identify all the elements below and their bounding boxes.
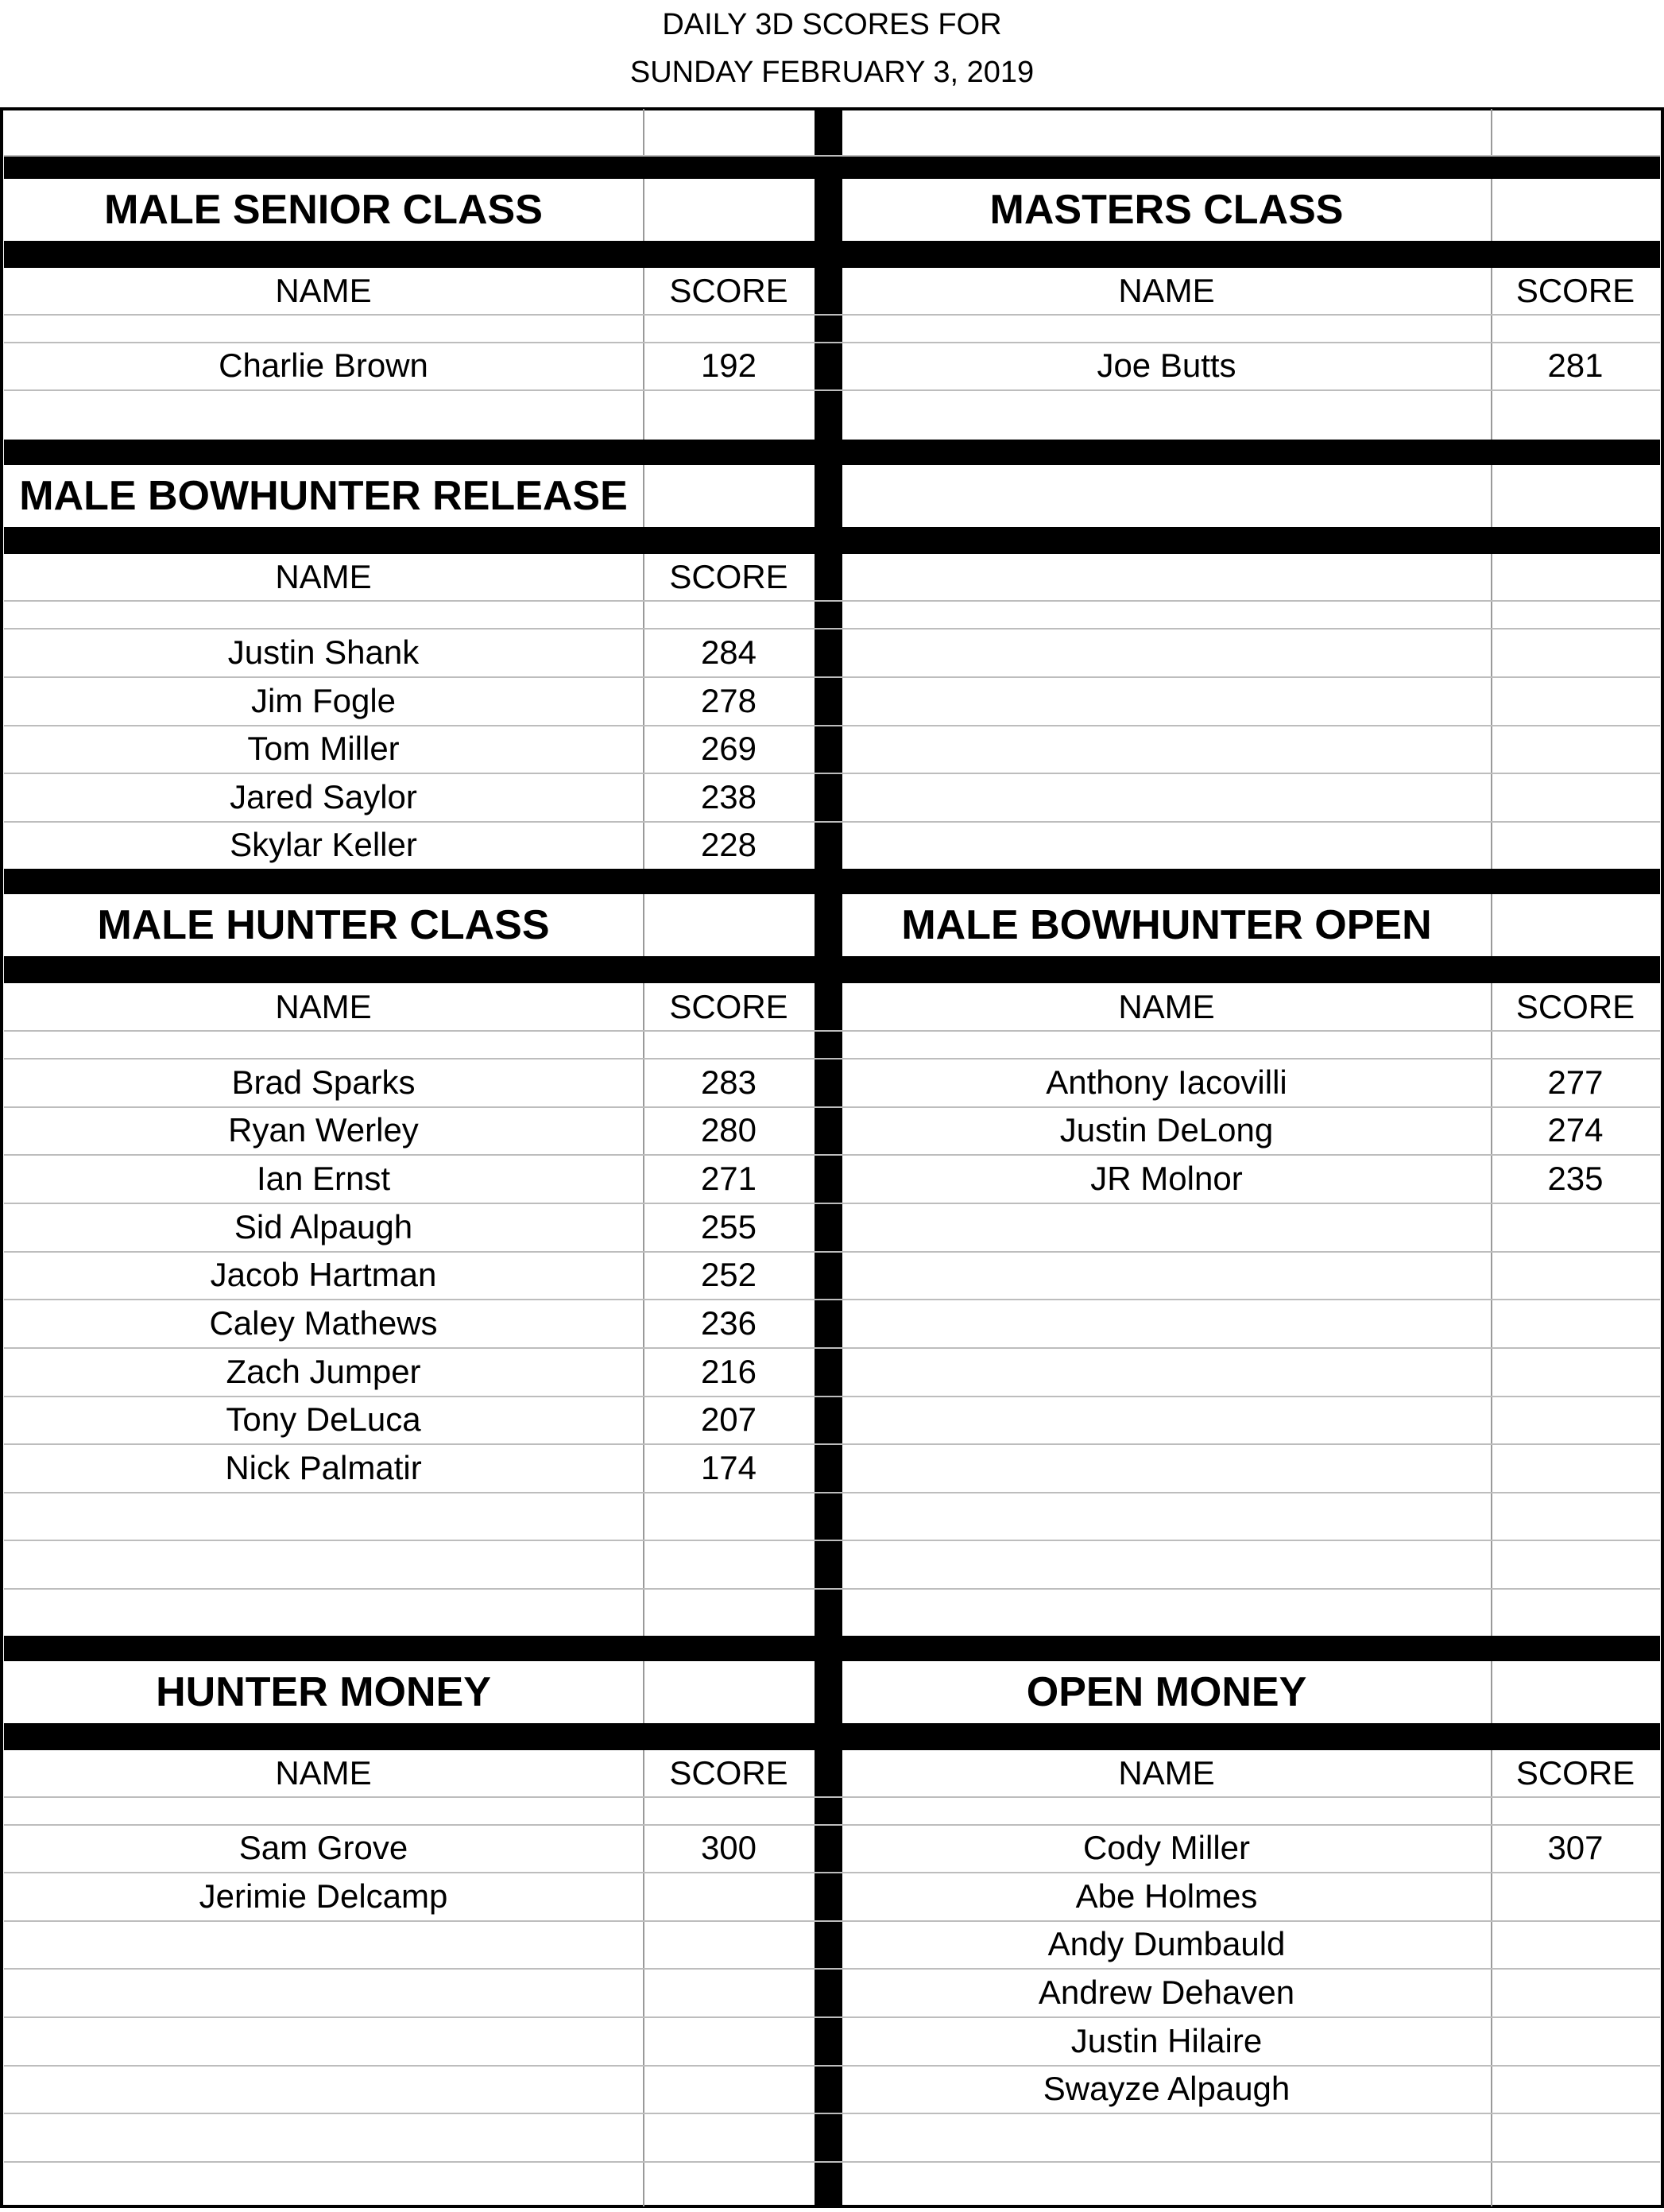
name-column-header: NAME	[1118, 987, 1215, 1025]
competitor-name: Andrew Dehaven	[1038, 1973, 1295, 2011]
competitor-score: 269	[700, 730, 757, 767]
competitor-name: Caley Mathews	[209, 1304, 438, 1342]
competitor-name: Justin Hilaire	[1070, 2021, 1263, 2059]
grid-line	[4, 600, 1660, 602]
section-divider-band	[4, 869, 1660, 894]
competitor-score: 174	[700, 1448, 757, 1486]
competitor-name: Ian Ernst	[256, 1159, 391, 1197]
competitor-score: 277	[1547, 1063, 1604, 1101]
competitor-score: 228	[700, 826, 757, 863]
section-title-male-hunter: MALE HUNTER CLASS	[97, 902, 550, 948]
competitor-name: JR Molnor	[1090, 1159, 1243, 1197]
competitor-name: Skylar Keller	[230, 826, 417, 863]
competitor-name: Justin Shank	[227, 633, 420, 671]
competitor-name: Ryan Werley	[228, 1111, 419, 1149]
competitor-name: Nick Palmatir	[225, 1448, 422, 1486]
competitor-name: Swayze Alpaugh	[1043, 2070, 1291, 2107]
name-column-header: NAME	[1118, 272, 1215, 309]
competitor-score: 236	[700, 1304, 757, 1342]
score-column-header: SCORE	[669, 558, 788, 595]
section-title-hunter-money: HUNTER MONEY	[156, 1669, 491, 1715]
section-title-open-money: OPEN MONEY	[1026, 1669, 1307, 1715]
competitor-score: 252	[700, 1256, 757, 1293]
competitor-name: Tom Miller	[247, 730, 400, 767]
score-column-header: SCORE	[669, 987, 788, 1025]
competitor-score	[1491, 2016, 1660, 2065]
score-column-header: SCORE	[1515, 987, 1635, 1025]
competitor-name: Cody Miller	[1082, 1829, 1251, 1866]
score-column-header: SCORE	[669, 1754, 788, 1792]
name-column-header: NAME	[275, 1754, 372, 1792]
competitor-score: 207	[700, 1400, 757, 1438]
competitor-name: Joe Butts	[1097, 347, 1236, 384]
section-title-male-senior: MALE SENIOR CLASS	[104, 187, 543, 233]
grid-line	[4, 1492, 1660, 1493]
competitor-score: 300	[700, 1829, 757, 1866]
title-line-1: DAILY 3D SCORES FOR	[662, 8, 1002, 41]
competitor-name: Zach Jumper	[226, 1352, 421, 1390]
title-line-2: SUNDAY FEBRUARY 3, 2019	[629, 56, 1035, 89]
competitor-name: Jerimie Delcamp	[199, 1877, 448, 1915]
competitor-score: 216	[700, 1352, 757, 1390]
section-divider-band	[4, 440, 1660, 465]
section-divider-band	[4, 527, 1660, 554]
section-title-male-bowhunter-open: MALE BOWHUNTER OPEN	[901, 902, 1432, 948]
grid-line	[4, 1540, 1660, 1541]
grid-line	[4, 389, 1660, 391]
competitor-score: 271	[700, 1159, 757, 1197]
competitor-score: 281	[1547, 347, 1604, 384]
competitor-score: 255	[700, 1207, 757, 1245]
competitor-score	[1491, 1872, 1660, 1920]
competitor-score: 235	[1547, 1159, 1604, 1197]
grid-line	[4, 2161, 1660, 2163]
grid-line	[4, 1796, 1660, 1798]
competitor-name: Jim Fogle	[250, 681, 397, 719]
competitor-name: Sam Grove	[238, 1829, 408, 1866]
competitor-score	[1491, 2065, 1660, 2113]
competitor-score: 274	[1547, 1111, 1604, 1149]
section-divider-band	[4, 956, 1660, 983]
name-column-header: NAME	[275, 272, 372, 309]
score-column-header: SCORE	[669, 272, 788, 309]
competitor-score: 283	[700, 1063, 757, 1101]
competitor-name: Anthony Iacovilli	[1046, 1063, 1287, 1101]
competitor-score: 278	[700, 681, 757, 719]
competitor-score	[1491, 1968, 1660, 2016]
section-divider-band	[4, 1636, 1660, 1661]
competitor-name: Charlie Brown	[219, 347, 428, 384]
competitor-name: Jared Saylor	[230, 777, 417, 815]
score-column-header: SCORE	[1515, 1754, 1635, 1792]
grid-line	[4, 314, 1660, 316]
competitor-name: Abe Holmes	[1075, 1877, 1258, 1915]
competitor-name: Jacob Hartman	[210, 1256, 437, 1293]
competitor-name: Andy Dumbauld	[1047, 1925, 1286, 1962]
name-column-header: NAME	[275, 558, 372, 595]
competitor-score: 280	[700, 1111, 757, 1149]
section-divider-band	[4, 157, 1660, 179]
section-divider-band	[4, 1723, 1660, 1750]
center-divider	[815, 109, 842, 2206]
competitor-score: 192	[700, 347, 757, 384]
competitor-name: Sid Alpaugh	[234, 1207, 413, 1245]
competitor-score	[643, 1872, 815, 1920]
competitor-score: 307	[1547, 1829, 1604, 1866]
competitor-name: Justin DeLong	[1059, 1111, 1274, 1149]
competitor-name: Tony DeLuca	[226, 1400, 421, 1438]
competitor-score: 284	[700, 633, 757, 671]
grid-line	[4, 1030, 1660, 1032]
competitor-score: 238	[700, 777, 757, 815]
score-column-header: SCORE	[1515, 272, 1635, 309]
name-column-header: NAME	[1118, 1754, 1215, 1792]
grid-line	[4, 1588, 1660, 1590]
section-title-masters: MASTERS CLASS	[989, 187, 1344, 233]
competitor-score	[1491, 1920, 1660, 1968]
section-title-male-bowhunter-release: MALE BOWHUNTER RELEASE	[19, 473, 628, 519]
competitor-name: Brad Sparks	[231, 1063, 416, 1101]
name-column-header: NAME	[275, 987, 372, 1025]
section-divider-band	[4, 241, 1660, 268]
grid-line	[4, 2113, 1660, 2114]
